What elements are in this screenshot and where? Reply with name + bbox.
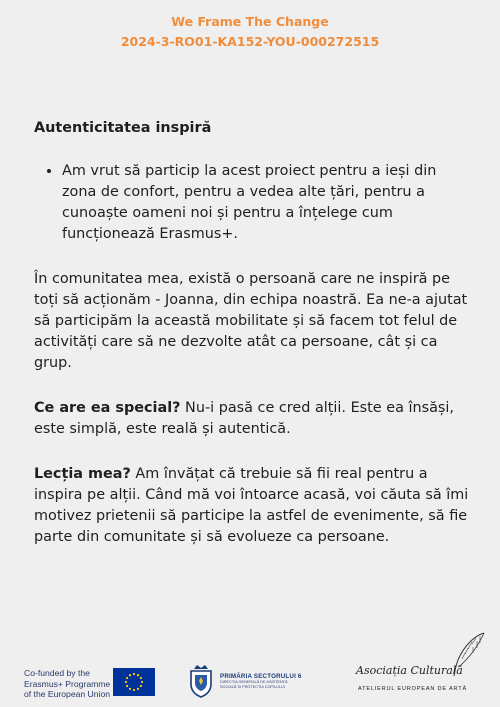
footer-logos xyxy=(0,630,500,707)
paragraph-lesson-heading: Lecția mea? xyxy=(34,466,131,482)
asociatia-script-text: Asociația Culturală xyxy=(356,664,463,677)
primaria-title: PRIMĂRIA SECTORULUI 6 xyxy=(220,673,302,680)
paragraph-lesson xyxy=(34,464,474,548)
atelier-text: ATELIERUL EUROPEAN DE ARTĂ xyxy=(358,686,467,692)
bullet-item: • Am vrut să particip la acest proiect pentru a ieși din zona de confort, pentru a vedea alte țări, pentru a cunoaște oameni noi și pentru a înțelege cum funcționează Erasmus+. xyxy=(62,161,474,245)
sector-6-crest-icon xyxy=(188,664,214,698)
paragraph-special-text: Nu-i pasă ce cred alții. Este ea însăși, este simplă, este reală și autentică. xyxy=(34,400,454,437)
primaria-sector-6 xyxy=(220,673,302,689)
paragraph-special xyxy=(34,398,474,440)
cofunded-line-1: Co-funded by the xyxy=(24,668,90,678)
cofunded-line-3: of the European Union xyxy=(24,689,111,699)
primaria-subtitle-2: SOCIALĂ ȘI PROTECȚIA COPILULUI xyxy=(220,684,285,689)
project-code: 2024-3-RO01-KA152-YOU-000272515 xyxy=(120,34,380,49)
paragraph-community: În comunitatea mea, există o persoană care ne inspiră pe toți să acționăm - Joanna, din echipa noastră. Ea ne-a ajutat să participăm la această mobilitate și să facem tot felul de activități care să ne dezvolte atât ca persoane, cât și ca grup. xyxy=(34,271,468,371)
main-content xyxy=(34,118,474,572)
cofunded-line-2: Erasmus+ Programme xyxy=(24,678,111,689)
paragraph-lesson-text: Am învățat că trebuie să fii real pentru a inspira pe alții. Când mă voi întoarce acasă, voi căuta să îmi motivez prietenii să participe la astfel de evenimente, să fie parte din comunitate și să evolueze ca persoane. xyxy=(34,466,469,545)
primaria-subtitle-1: DIRECȚIA GENERALĂ DE ASISTENȚĂ xyxy=(220,680,288,684)
project-title: We Frame The Change xyxy=(171,14,329,29)
bullet-list xyxy=(34,161,474,245)
erasmus-cofunded-text xyxy=(24,668,110,700)
section-title: Autenticitatea inspiră xyxy=(34,120,212,136)
paragraph-special-heading: Ce are ea special? xyxy=(34,400,181,416)
document-header xyxy=(0,12,500,52)
atelier-logo xyxy=(350,630,490,707)
eu-flag-icon xyxy=(113,668,155,696)
quill-feather-icon xyxy=(446,630,488,680)
